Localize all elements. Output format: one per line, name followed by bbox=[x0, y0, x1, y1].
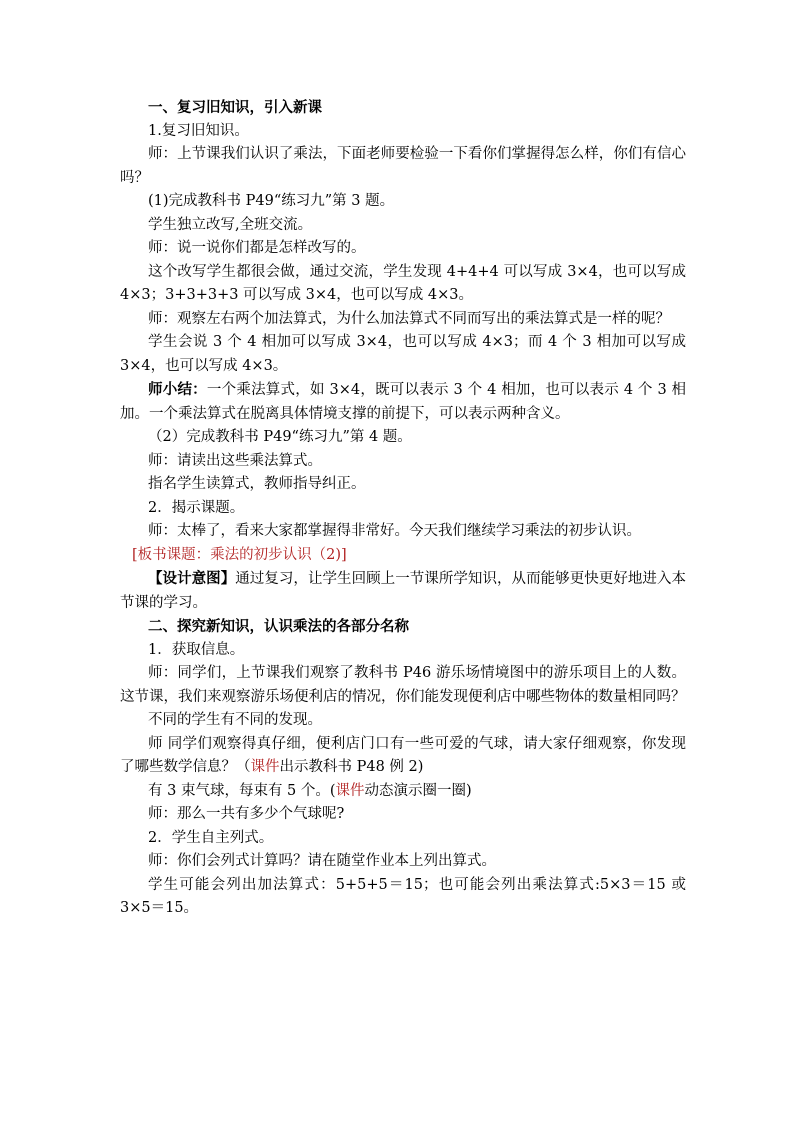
paragraph bbox=[120, 780, 686, 804]
summary-label: 师小结： bbox=[148, 381, 207, 398]
paragraph: 1．获取信息。 bbox=[148, 641, 245, 658]
courseware-tag: 课件 bbox=[335, 782, 365, 799]
text-run: 师 同学们观察得真仔细，便利店门口有一些可爱的气球，请大家仔细观察，你发现了哪些数学信息？（ bbox=[120, 735, 686, 775]
courseware-tag: 课件 bbox=[250, 759, 280, 775]
paragraph: 师：观察左右两个加法算式，为什么加法算式不同而写出的乘法算式是一样的呢？ bbox=[148, 310, 670, 327]
board-title-note: [板书课题：乘法的初步认识（2)] bbox=[132, 546, 347, 563]
paragraph: 师：上节课我们认识了乘法，下面老师要检验一下看你们掌握得怎么样，你们有信心吗？ bbox=[120, 146, 686, 186]
paragraph: 师：说一说你们都是怎样改写的。 bbox=[148, 240, 366, 256]
paragraph: 学生会说 3 个 4 相加可以写成 3×4，也可以写成 4×3；而 4 个 3 相加可以写成 3×4，也可以写成 4×3。 bbox=[120, 334, 686, 374]
paragraph: 指名学生读算式，教师指导纠正。 bbox=[148, 476, 366, 492]
section-2-heading: 二、探究新知识，认识乘法的各部分名称 bbox=[148, 618, 409, 635]
text-run: 有 3 束气球，每束有 5 个。( bbox=[148, 782, 336, 799]
paragraph: 2．学生自主列式。 bbox=[148, 829, 274, 846]
text-run: 动态演示圈一圈) bbox=[364, 782, 472, 799]
paragraph: 学生独立改写,全班交流。 bbox=[148, 216, 313, 233]
paragraph: 2．揭示课题。 bbox=[148, 499, 245, 516]
section-1-heading: 一、复习旧知识，引入新课 bbox=[148, 99, 322, 116]
paragraph: (1)完成教科书 P49“练习九”第 3 题。 bbox=[148, 193, 395, 209]
teacher-summary-paragraph bbox=[120, 378, 686, 426]
design-intent-text: 通过复习，让学生回顾上一节课所学知识，从而能够更快更好地进入本节课的学习。 bbox=[120, 571, 686, 611]
summary-text: 一个乘法算式，如 3×4，既可以表示 3 个 4 相加，也可以表示 4 个 3 相加。一个乘法算式在脱离具体情境支撑的前提下，可以表示两种含义。 bbox=[120, 382, 687, 422]
paragraph: 这个改写学生都很会做，通过交流，学生发现 4+4+4 可以写成 3×4，也可以写成 4×3；3+3+3+3 可以写成 3×4，也可以写成 4×3。 bbox=[120, 263, 686, 303]
paragraph: （2）完成教科书 P49“练习九”第 4 题。 bbox=[148, 429, 412, 445]
paragraph bbox=[120, 733, 686, 780]
paragraph: 师：同学们，上节课我们观察了教科书 P46 游乐场情境图中的游乐项目上的人数。这节课，我们来观察游乐场便利店的情况，你们能发现便利店中哪些物体的数量相同吗？ bbox=[120, 665, 686, 705]
design-intent-paragraph bbox=[120, 567, 686, 615]
paragraph: 师：请读出这些乘法算式。 bbox=[148, 452, 322, 469]
paragraph: 师：太棒了，看来大家都掌握得非常好。今天我们继续学习乘法的初步认识。 bbox=[148, 523, 641, 539]
paragraph: 师：那么一共有多少个气球呢? bbox=[148, 806, 345, 822]
design-intent-label: 【设计意图】 bbox=[148, 570, 236, 587]
text-run: 出示教科书 P48 例 2) bbox=[279, 759, 424, 775]
paragraph: 师：你们会列式计算吗？请在随堂作业本上列出算式。 bbox=[148, 853, 496, 869]
document-body bbox=[120, 96, 686, 921]
paragraph: 学生可能会列出加法算式：5+5+5＝15；也可能会列出乘法算式:5×3＝15 或 3×5＝15。 bbox=[120, 876, 686, 916]
paragraph: 1.复习旧知识。 bbox=[148, 122, 249, 139]
paragraph: 不同的学生有不同的发现。 bbox=[148, 712, 322, 728]
